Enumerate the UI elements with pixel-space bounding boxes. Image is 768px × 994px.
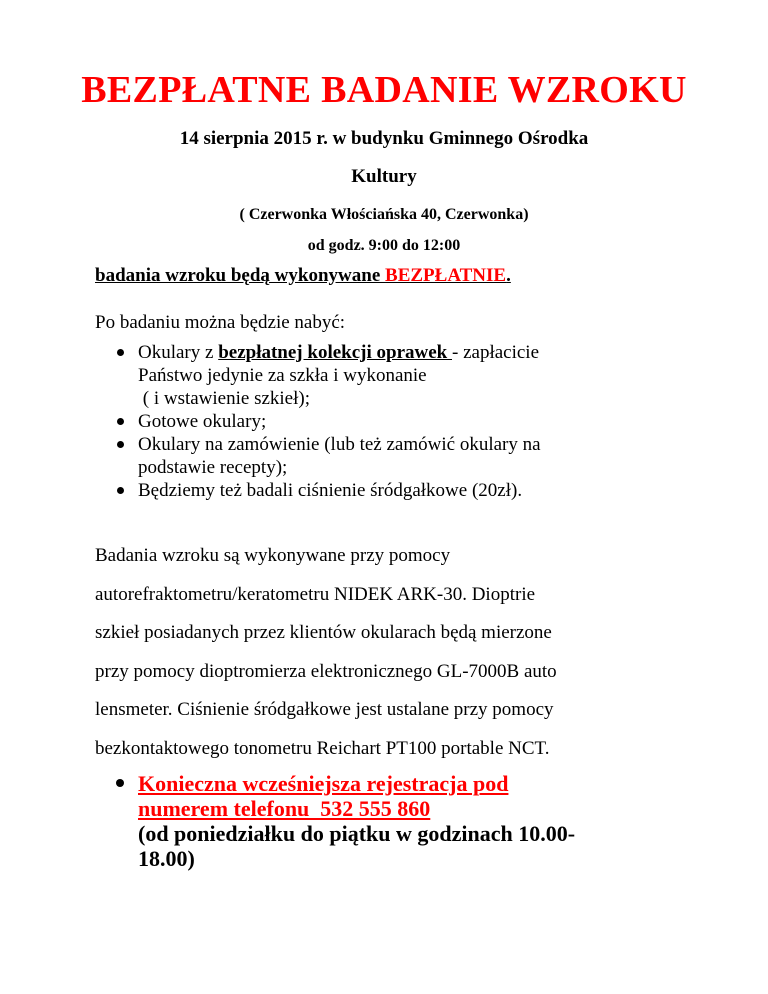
item3-line1: Okulary na zamówienie (lub też zamówić okulary na xyxy=(138,434,541,455)
event-address: ( Czerwonka Włościańska 40, Czerwonka) xyxy=(239,206,529,223)
item1-line2: Państwo jedynie za szkła i wykonanie xyxy=(138,365,427,386)
registration-phone: numerem telefonu 532 555 860 xyxy=(138,796,431,821)
list-item xyxy=(95,433,695,479)
item2-text: Gotowe okulary; xyxy=(138,411,267,432)
paragraph-line: autorefraktometru/keratometru NIDEK ARK-30. Dioptrie xyxy=(95,583,536,605)
paragraph-line: przy pomocy dioptromierza elektronicznego GL-7000B auto xyxy=(95,660,557,682)
item4-text: Będziemy też badali ciśnienie śródgałkowe (20zł). xyxy=(138,480,523,501)
paragraph-line: szkieł posiadanych przez klientów okularach będą mierzone xyxy=(95,622,552,643)
list-item xyxy=(95,410,695,433)
registration-hours-end: 18.00) xyxy=(138,846,195,871)
list-item xyxy=(95,341,695,410)
free-exam-statement xyxy=(95,265,511,287)
item3-line2: podstawie recepty); xyxy=(138,457,288,478)
equipment-paragraph xyxy=(95,537,695,768)
item1-rest: - zapłacicie xyxy=(452,342,540,363)
event-date-location: 14 sierpnia 2015 r. w budynku Gminnego Ośrodka xyxy=(179,128,589,149)
event-hours: od godz. 9:00 do 12:00 xyxy=(307,237,461,254)
registration-hours: (od poniedziałku do piątku w godzinach 10.00- xyxy=(138,821,576,846)
item1-prefix: Okulary z xyxy=(138,342,219,363)
event-location-cont: Kultury xyxy=(351,166,417,187)
registration-notice xyxy=(95,771,715,871)
purchase-intro: Po badaniu można będzie nabyć: xyxy=(95,312,346,333)
paragraph-line: Badania wzroku są wykonywane przy pomocy xyxy=(95,545,451,566)
page-title: BEZPŁATNE BADANIE WZROKU xyxy=(81,69,687,111)
item1-bold: bezpłatnej kolekcji oprawek xyxy=(218,342,452,363)
offer-list xyxy=(95,341,695,502)
item1-line3: ( i wstawienie szkieł); xyxy=(138,388,311,409)
registration-line1: Konieczna wcześniejsza rejestracja pod xyxy=(138,771,509,796)
statement-highlight: BEZPŁATNIE xyxy=(385,265,507,286)
statement-text: badania wzroku będą wykonywane xyxy=(95,265,386,286)
list-item xyxy=(95,479,695,502)
statement-suffix: . xyxy=(506,265,511,286)
paragraph-line: bezkontaktowego tonometru Reichart PT100 portable NCT. xyxy=(95,737,550,759)
bullet-icon xyxy=(116,779,124,787)
paragraph-line: lensmeter. Ciśnienie śródgałkowe jest ustalane przy pomocy xyxy=(95,699,554,720)
